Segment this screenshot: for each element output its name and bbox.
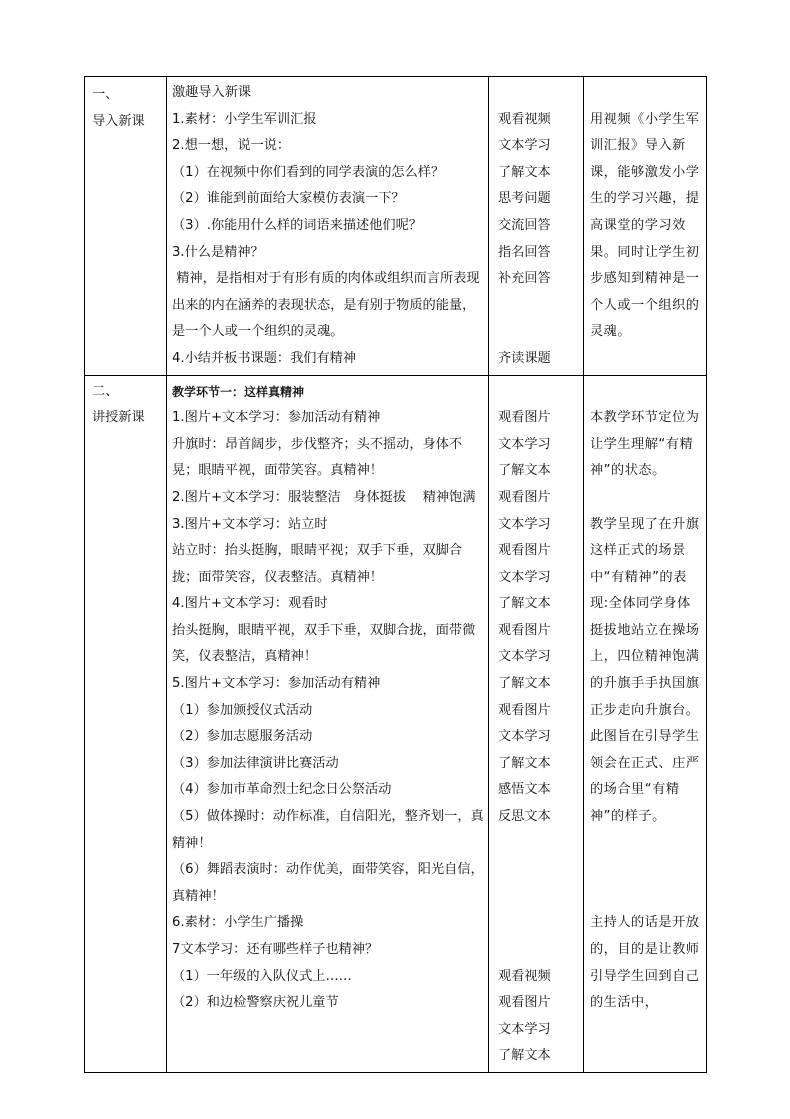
content-line: 3.图片+文本学习：站立时 <box>172 516 328 532</box>
content-line: 7文本学习：还有哪些样子也精神？ <box>172 942 379 957</box>
spacer <box>590 831 702 858</box>
activity-item: 感悟文本 <box>498 782 551 798</box>
activity-item: 观看图片 <box>498 702 551 718</box>
purpose-cell <box>584 77 707 376</box>
spacer <box>498 379 579 406</box>
activity-item: 指名回答 <box>498 244 551 260</box>
content-line: （3）.你能用什么样的词语来描述他们呢？ <box>172 217 422 233</box>
activity-item: 文本学习 <box>498 436 551 452</box>
content-paragraph: （6）舞蹈表演时：动作优美，面带笑容，阳光自信，真精神！ <box>172 862 484 904</box>
purpose-cell <box>584 375 707 1072</box>
purpose-text: 本教学环节定位为让学生理解“有精神”的状态。 <box>590 410 700 479</box>
section-title: 导入新课 <box>92 113 145 129</box>
content-cell <box>167 77 489 376</box>
spacer <box>498 884 579 911</box>
section-title: 讲授新课 <box>92 410 145 426</box>
content-heading: 教学环节一：这样真精神 <box>172 384 305 399</box>
activity-item: 文本学习 <box>498 649 551 665</box>
activity-item: 了解文本 <box>498 676 551 692</box>
activity-item: 了解文本 <box>498 596 551 612</box>
activity-item: 观看图片 <box>498 543 551 559</box>
content-paragraph: 升旗时：昂首阔步，步伐整齐；头不摇动，身体不晃；眼睛平视，面带笑容。真精神！ <box>172 436 463 479</box>
content-line: 4.图片+文本学习：观看时 <box>172 596 328 612</box>
activity-item: 文本学习 <box>498 516 551 532</box>
activity-item: 了解文本 <box>498 755 551 771</box>
content-line: （3）参加法律演讲比赛活动 <box>172 755 339 771</box>
section-number: 二、 <box>92 383 119 399</box>
activity-cell <box>489 375 584 1072</box>
spacer <box>590 857 702 884</box>
spacer <box>498 937 579 964</box>
content-paragraph: （5）做体操时：动作标准，自信阳光，整齐划一，真精神！ <box>172 809 484 851</box>
spacer <box>498 831 579 858</box>
activity-item: 文本学习 <box>498 1021 551 1037</box>
content-line: （2）和边检警察庆祝儿童节 <box>172 995 339 1011</box>
activity-item: 了解文本 <box>498 164 551 180</box>
content-line: （4）参加市革命烈士纪念日公祭活动 <box>172 782 392 798</box>
content-line: （2）谁能到前面给大家模仿表演一下？ <box>172 191 405 207</box>
content-paragraph: 2.图片+文本学习：服装整洁 身体挺拔 精神饱满 <box>172 489 476 505</box>
purpose-text: 教学呈现了在升旗这样正式的场景中“有精神”的表现:全体同学身体挺拔地站立在操场上，四位精神饱满的升旗手手执国旗正步走向升旗台。此图旨在引导学生领会在正式、庄严的场合里“有精神”的样子。 <box>590 516 700 825</box>
spacer <box>590 485 702 512</box>
content-line: 2.想一想，说一说： <box>172 138 291 154</box>
activity-item: 齐读课题 <box>498 350 551 366</box>
content-line: （1）在视频中你们看到的同学表演的怎么样？ <box>172 164 445 180</box>
section-cell <box>85 375 167 1072</box>
purpose-text: 用视频《小学生军训汇报》导入新课，能够激发小学生的学习兴趣，提高课堂的学习效果。同时让学生初步感知到精神是一个人或一个组织的灵魂。 <box>590 111 700 340</box>
spacer <box>590 884 702 911</box>
activity-item: 文本学习 <box>498 569 551 585</box>
activity-item: 观看视频 <box>498 968 551 984</box>
content-line: 1.素材：小学生军训汇报 <box>172 111 317 127</box>
content-heading: 激趣导入新课 <box>172 85 252 100</box>
lesson-plan-table <box>84 76 707 1073</box>
activity-item: 反思文本 <box>498 809 551 825</box>
content-paragraph: 精神，是指相对于有形有质的肉体或组织而言所表现出来的内在涵养的表现状态，是有别于物质的能量，是一个人或一个组织的灵魂。 <box>172 271 480 340</box>
content-paragraph: 抬头挺胸，眼睛平视，双手下垂，双脚合拢，面带微笑，仪表整洁，真精神！ <box>172 622 476 665</box>
content-line: （1）一年级的入队仪式上…… <box>172 968 352 984</box>
spacer <box>590 80 702 107</box>
activity-item: 补充回答 <box>498 271 551 287</box>
spacer <box>498 293 579 320</box>
activity-cell <box>489 77 584 376</box>
spacer <box>498 319 579 346</box>
activity-item: 观看视频 <box>498 111 551 127</box>
activity-item: 思考问题 <box>498 191 551 207</box>
activity-item: 文本学习 <box>498 729 551 745</box>
content-line: 5.图片+文本学习：参加活动有精神 <box>172 676 381 692</box>
spacer <box>498 857 579 884</box>
section-cell <box>85 77 167 376</box>
activity-item: 了解文本 <box>498 1048 551 1064</box>
activity-item: 了解文本 <box>498 463 551 479</box>
content-line: 4.小结并板书课题：我们有精神 <box>172 350 357 366</box>
content-cell <box>167 375 489 1072</box>
table-row-teaching <box>85 375 707 1072</box>
content-line: 3.什么是精神？ <box>172 244 264 260</box>
activity-item: 观看图片 <box>498 410 551 426</box>
activity-item: 观看图片 <box>498 995 551 1011</box>
content-paragraph: 站立时：抬头挺胸，眼睛平视；双手下垂，双脚合拢；面带笑容，仪表整洁。真精神！ <box>172 543 463 585</box>
activity-item: 交流回答 <box>498 217 551 233</box>
spacer <box>498 80 579 107</box>
table-row-intro <box>85 77 707 376</box>
activity-item: 文本学习 <box>498 138 551 154</box>
purpose-text: 主持人的话是开放的，目的是让教师引导学生回到自己的生活中， <box>590 915 700 1011</box>
content-line: （2）参加志愿服务活动 <box>172 729 313 745</box>
spacer <box>498 910 579 937</box>
spacer <box>590 379 702 406</box>
content-line: 1.图片+文本学习：参加活动有精神 <box>172 410 381 426</box>
content-line: （1）参加颁授仪式活动 <box>172 702 313 718</box>
activity-item: 观看图片 <box>498 489 551 505</box>
content-line: 6.素材：小学生广播操 <box>172 915 304 931</box>
section-number: 一、 <box>92 87 119 102</box>
activity-item: 观看图片 <box>498 622 551 638</box>
